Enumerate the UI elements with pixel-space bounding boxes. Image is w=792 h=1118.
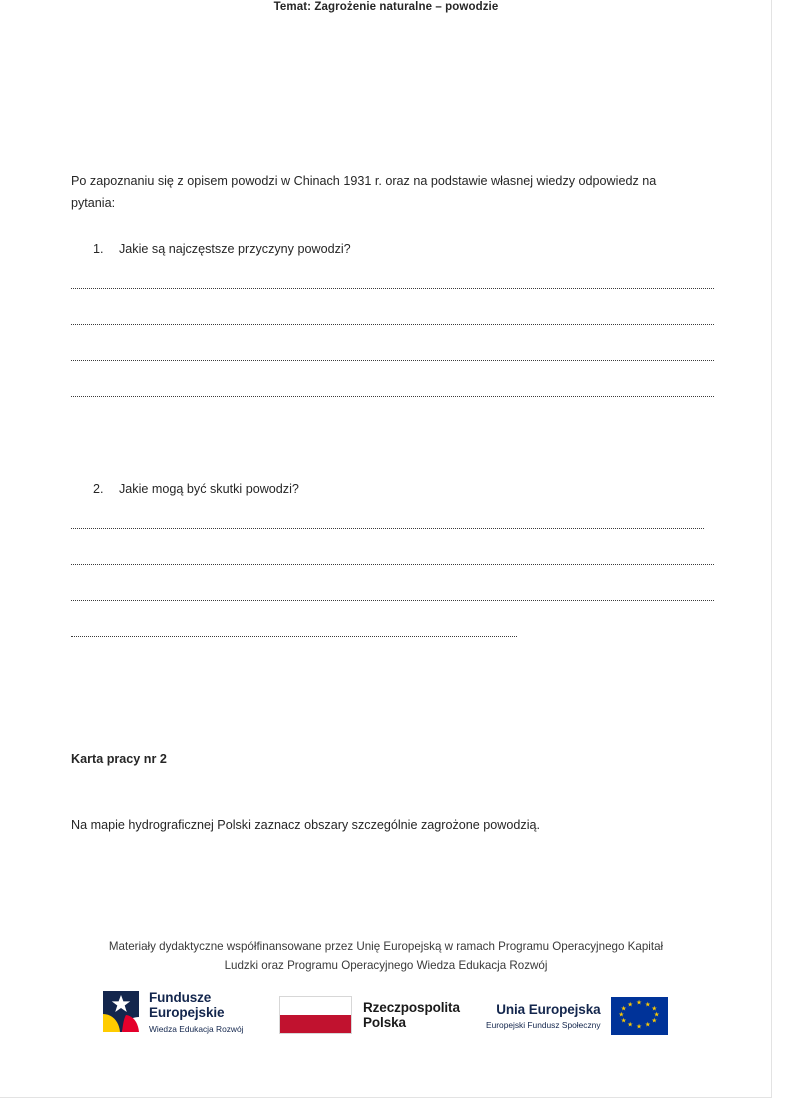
dotted-rule — [71, 527, 704, 529]
eu-star-icon: ★ — [620, 1005, 627, 1013]
eu-star-icon: ★ — [644, 1021, 651, 1029]
unia-europejska-wordmark — [486, 1002, 601, 1031]
worksheet-content — [71, 170, 714, 836]
eu-star-icon: ★ — [620, 1017, 627, 1025]
eu-star-icon: ★ — [636, 999, 642, 1007]
polish-flag-icon — [279, 996, 352, 1034]
answer-line[interactable] — [71, 588, 714, 624]
spacer — [71, 420, 714, 454]
ue-title: Unia Europejska — [496, 1001, 601, 1017]
european-union-flag-icon — [611, 997, 668, 1035]
answer-line[interactable] — [71, 552, 714, 588]
question-number: 1. — [93, 242, 104, 256]
spacer — [71, 710, 714, 748]
dotted-rule — [71, 323, 714, 325]
flag-stripe-white — [280, 997, 351, 1015]
eu-star-icon: ★ — [651, 1017, 658, 1025]
dotted-rule — [71, 599, 714, 601]
question-text: Jakie są najczęstsze przyczyny powodzi? — [119, 242, 351, 256]
ue-subtitle: Europejski Fundusz Społeczny — [486, 1019, 601, 1030]
question-text: Jakie mogą być skutki powodzi? — [119, 482, 299, 496]
dotted-rule — [71, 359, 714, 361]
eu-star-icon: ★ — [644, 1001, 651, 1009]
eu-star-icon: ★ — [651, 1005, 658, 1013]
answer-lines-question-2 — [71, 516, 714, 660]
dotted-rule — [71, 563, 714, 565]
footer-line-2: Ludzki oraz Programu Operacyjnego Wiedza Edukacja Rozwój — [224, 958, 548, 972]
eu-star-icon: ★ — [636, 1023, 642, 1031]
flag-stripe-red — [280, 1015, 351, 1033]
rp-title-line-2: Polska — [363, 1015, 406, 1030]
section-paragraph: Na mapie hydrograficznej Polski zaznacz obszary szczególnie zagrożone powodzią. — [71, 818, 541, 832]
eu-star-icon: ★ — [627, 1021, 634, 1029]
footer-funding-note — [0, 938, 772, 975]
fe-title-line-1: Fundusze — [149, 990, 212, 1005]
fe-title-line-2: Europejskie — [149, 1004, 225, 1020]
page-title: Temat: Zagrożenie naturalne – powodzie — [273, 1, 499, 13]
answer-lines-question-1 — [71, 276, 714, 420]
logo-rzeczpospolita-polska — [279, 996, 460, 1034]
eu-star-icon: ★ — [653, 1011, 660, 1019]
footer-line-1: Materiały dydaktyczne współfinansowane przez Unię Europejską w ramach Programu Operacyjnego Kapitał — [108, 940, 664, 953]
question-item-2 — [93, 478, 714, 500]
question-list-2 — [71, 478, 714, 500]
logo-unia-europejska — [486, 997, 668, 1035]
answer-line[interactable] — [71, 624, 714, 660]
question-list — [71, 238, 714, 260]
dotted-rule — [71, 635, 517, 637]
eu-star-icon: ★ — [618, 1011, 625, 1019]
fe-subtitle: Wiedza Edukacja Rozwój — [149, 1023, 244, 1034]
rzeczpospolita-wordmark — [363, 1000, 460, 1030]
dotted-rule — [71, 395, 714, 397]
question-number: 2. — [93, 482, 104, 496]
answer-line[interactable] — [71, 312, 714, 348]
rp-title-line-1: Rzeczpospolita — [363, 1000, 460, 1015]
fundusze-europejskie-icon — [100, 990, 142, 1033]
question-item-1 — [93, 238, 714, 260]
eu-star-icon: ★ — [627, 1001, 634, 1009]
spacer — [71, 770, 714, 814]
answer-line[interactable] — [71, 348, 714, 384]
spacer — [71, 660, 714, 710]
section-heading-karta-pracy: Karta pracy nr 2 — [71, 752, 167, 766]
answer-line[interactable] — [71, 276, 714, 312]
answer-line[interactable] — [71, 384, 714, 420]
intro-paragraph: Po zapoznaniu się z opisem powodzi w Chinach 1931 r. oraz na podstawie własnej wiedzy odpowiedz na pytania: — [71, 174, 657, 210]
dotted-rule — [71, 287, 714, 289]
logo-bar — [0, 988, 772, 1048]
logo-fundusze-europejskie — [100, 990, 244, 1035]
answer-line[interactable] — [71, 516, 714, 552]
fundusze-europejskie-wordmark — [149, 990, 244, 1035]
